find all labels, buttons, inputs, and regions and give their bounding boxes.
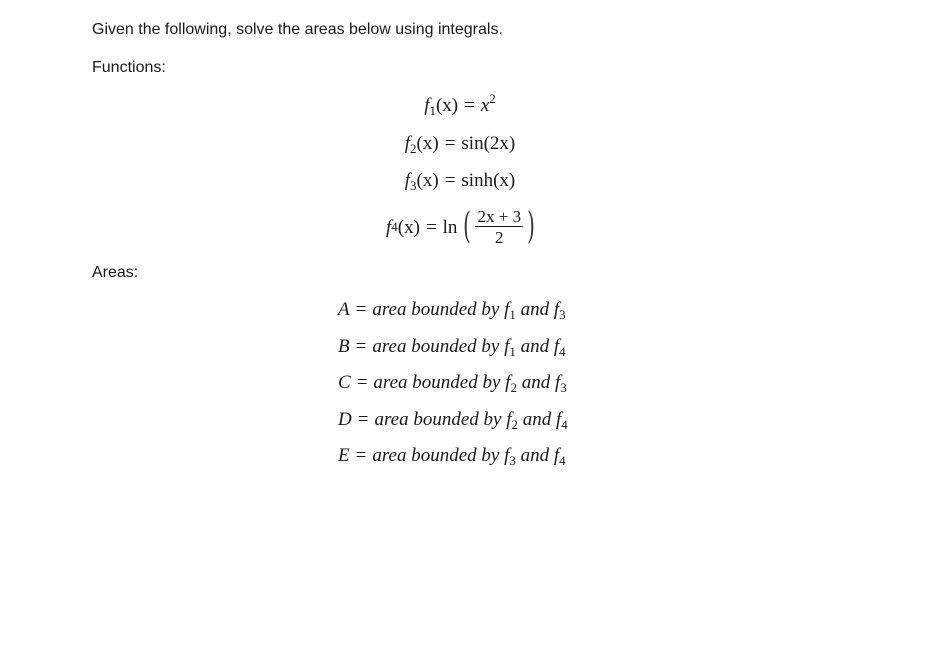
function-argument: (x) [416,133,439,154]
function-subscript: 2 [510,380,517,395]
and-word: and [520,336,550,357]
function-subscript: 3 [560,380,567,395]
function-subscript: 1 [509,307,516,322]
area-phrase: area bounded by [374,409,502,430]
equals-sign: = [357,409,369,430]
equals-sign: = [356,372,368,393]
function-subscript: 4 [561,417,568,432]
equals-sign: = [355,336,367,357]
area-label: C [338,372,351,393]
equals-sign: = [444,133,456,154]
area-label: E [338,445,350,466]
function-name: f [505,372,511,393]
function-subscript: 3 [410,178,417,193]
area-label: A [338,299,350,320]
ln-function: ln [442,216,458,238]
areas-heading: Areas: [92,264,139,281]
function-name: f [555,409,562,430]
function-subscript: 2 [511,417,518,432]
function-name: f [553,445,560,466]
function-subscript: 4 [559,344,566,359]
equals-sign: = [355,299,367,320]
function-rhs: sinh(x) [461,170,516,191]
function-variable: x [480,95,490,116]
left-paren-icon: ( [463,206,472,247]
right-paren-icon: ) [527,206,535,247]
area-phrase: area bounded by [372,336,500,357]
function-rhs: sin(2x) [461,133,516,154]
and-word: and [521,372,551,393]
function-name: f [504,445,510,466]
function-name: f [506,409,512,430]
function-name: f [504,299,510,320]
function-subscript: 3 [559,307,566,322]
function-name: f [386,216,392,238]
function-name: f [404,133,411,154]
function-argument: (x) [397,216,420,238]
area-label: B [338,336,350,357]
area-label: D [338,409,352,430]
function-subscript: 3 [509,453,516,468]
function-subscript: 1 [429,103,436,118]
fraction [475,208,523,246]
equals-sign: = [425,216,437,238]
functions-heading: Functions: [92,59,166,76]
function-argument: (x) [416,170,439,191]
and-word: and [520,445,550,466]
function-name: f [424,95,430,116]
and-word: and [520,299,550,320]
fraction-numerator: 2x + 3 [477,207,522,226]
function-argument: (x) [435,95,459,116]
function-name: f [404,170,411,191]
area-phrase: area bounded by [372,299,500,320]
function-subscript: 4 [559,453,566,468]
function-f1 [0,91,920,118]
function-name: f [554,372,561,393]
area-definition-b [338,336,566,359]
area-definition-d [338,409,568,432]
function-f4: f 4 (x) = ln ( $\frac{2x + 3}{2}$ ) [386,206,535,247]
function-f2 [0,133,920,156]
area-definition-e [338,445,566,468]
function-subscript: 1 [509,344,516,359]
area-definition-c [338,372,567,395]
function-exponent: 2 [489,91,496,106]
area-definition-a [338,299,566,322]
area-phrase: area bounded by [372,445,500,466]
fraction-denominator: 2 [495,228,504,247]
function-subscript: 2 [410,141,417,156]
function-name: f [553,299,560,320]
equals-sign: = [464,95,475,116]
equals-sign: = [355,445,367,466]
and-word: and [522,409,552,430]
instruction-text: Given the following, solve the areas below using integrals. [92,21,503,38]
function-f3 [0,170,920,193]
function-name: f [504,336,510,357]
function-name: f [553,336,560,357]
equals-sign: = [444,170,456,191]
area-phrase: area bounded by [373,372,501,393]
